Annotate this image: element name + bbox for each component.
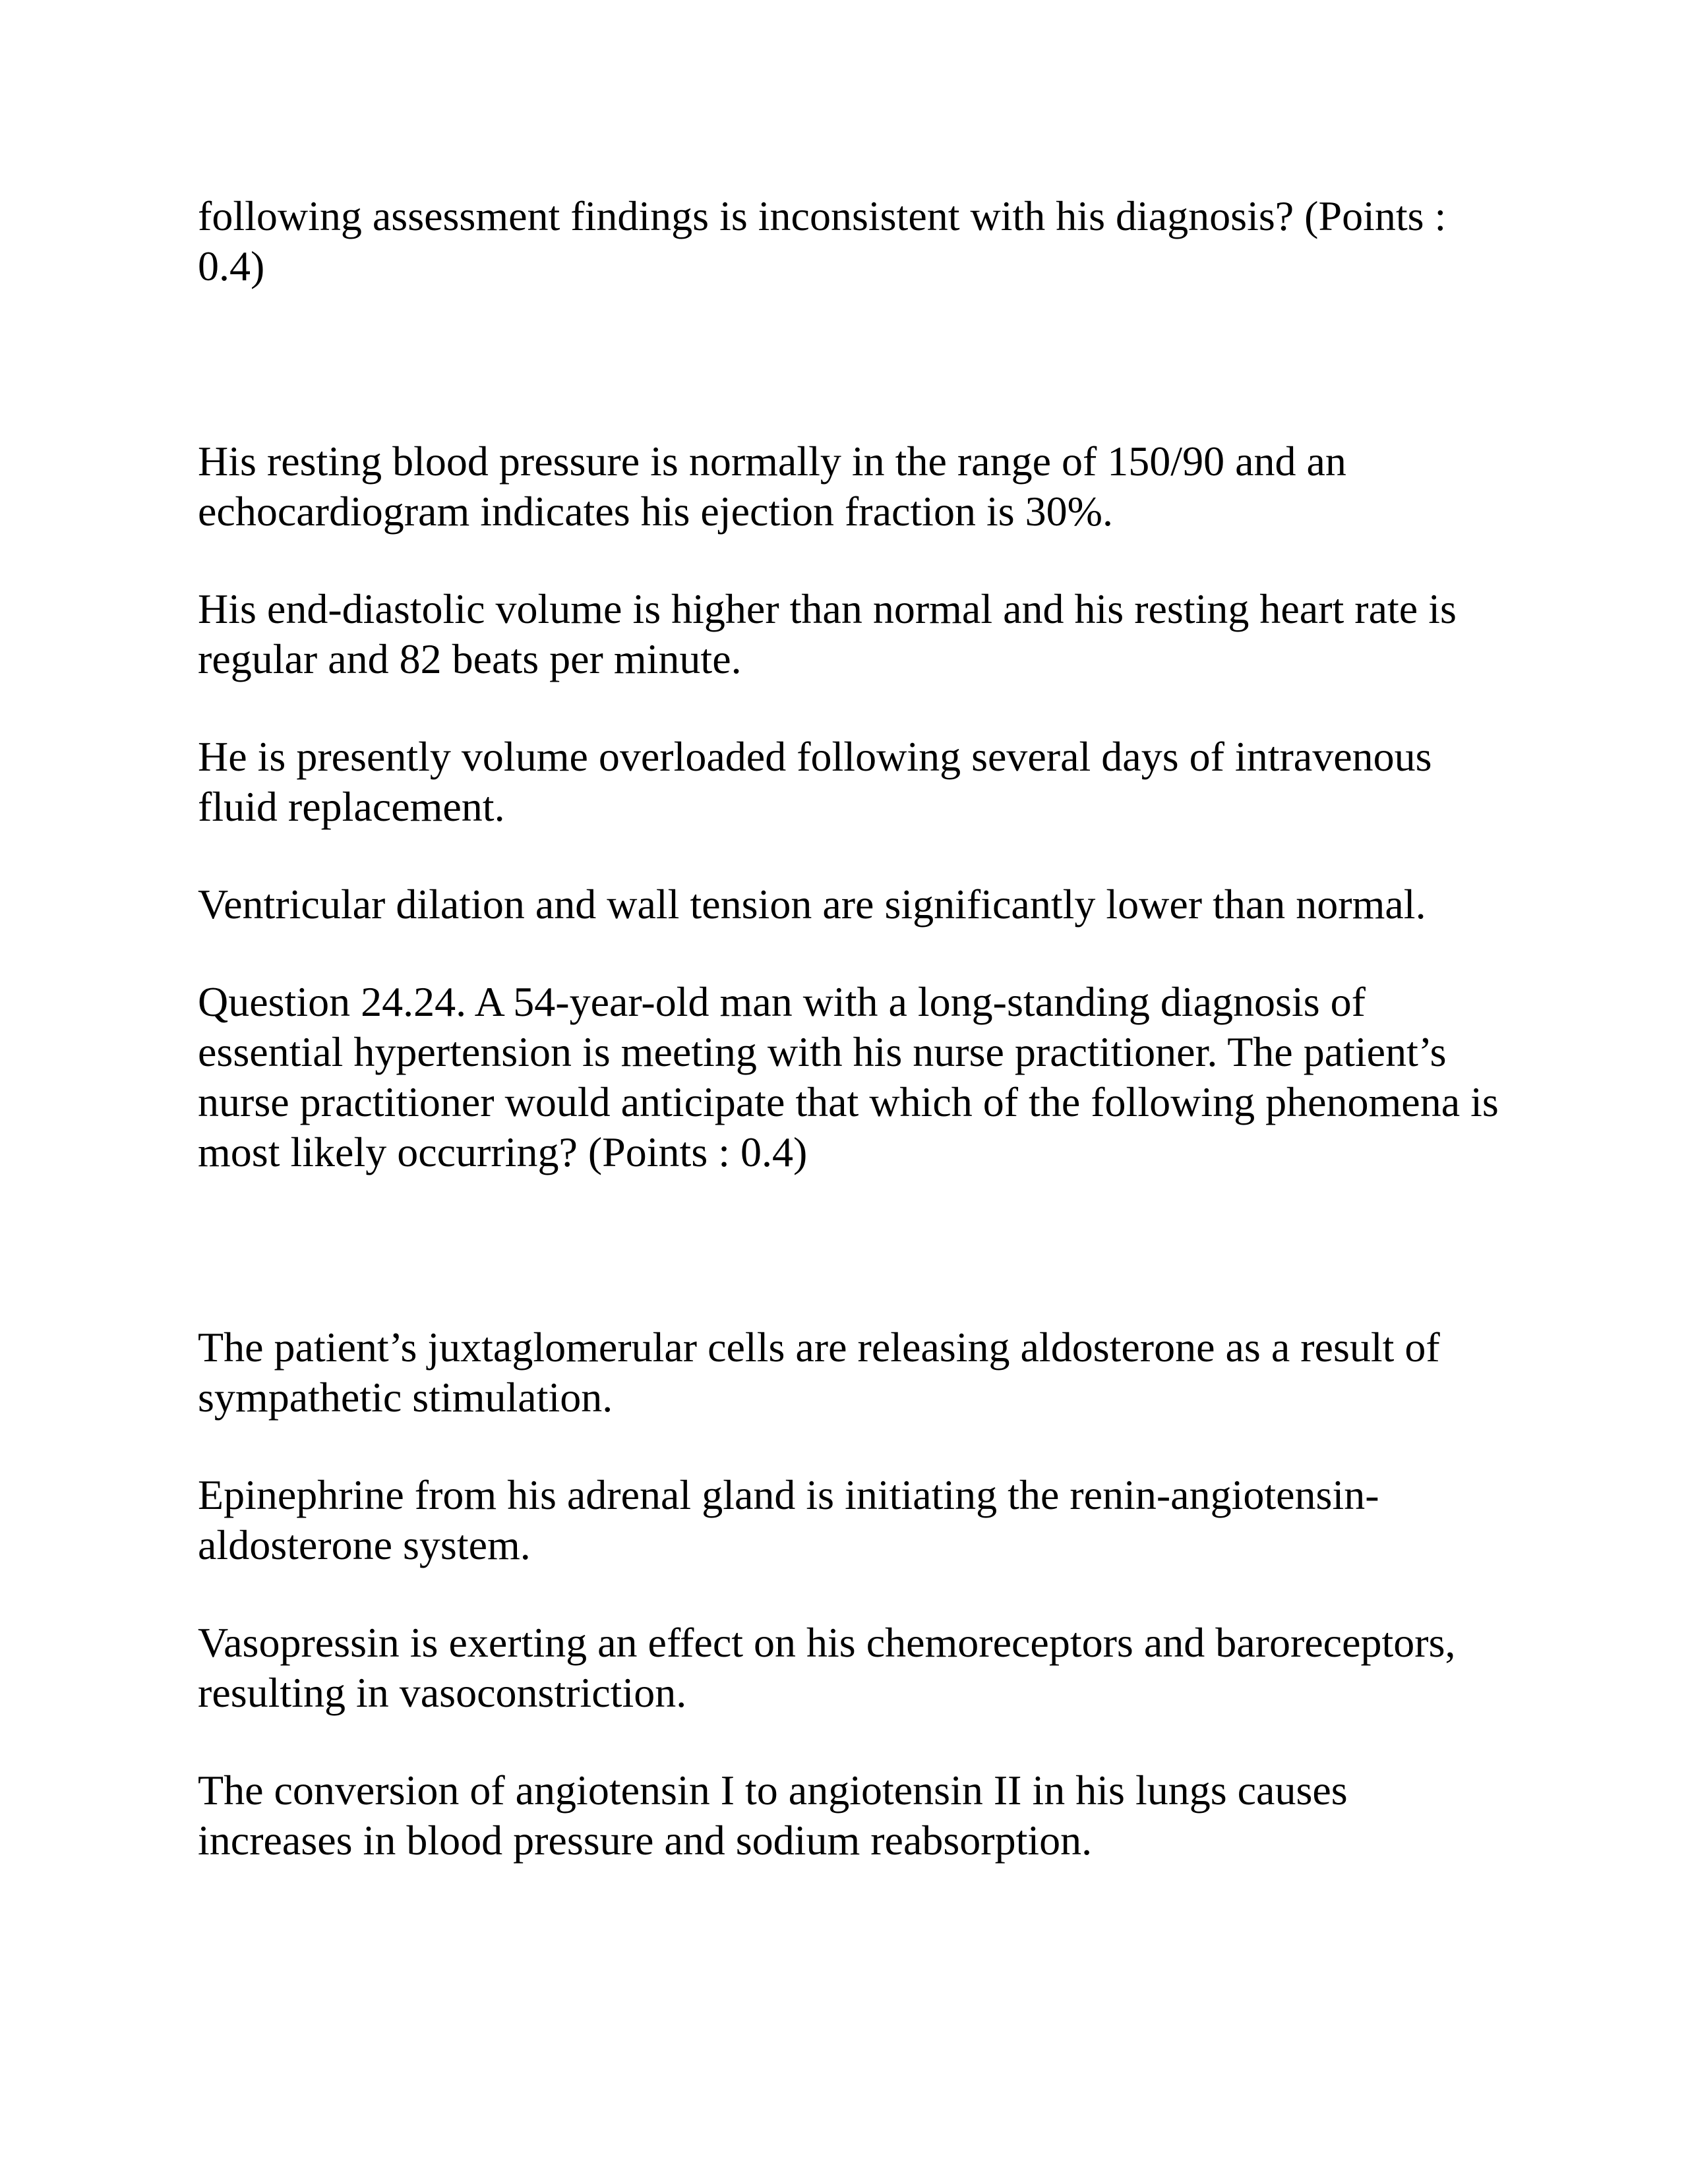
answer-choice-4: The conversion of angiotensin I to angiotensin II in his lungs causes increases in blood pressure and sodium reabsorption. — [198, 1767, 1348, 1864]
answer-choice-1: The patient’s juxtaglomerular cells are releasing aldosterone as a result of sympathetic stimulation. — [198, 1324, 1440, 1421]
answer-choice-1: His resting blood pressure is normally in the range of 150/90 and an echocardiogram indicates his ejection fraction is 30%. — [198, 438, 1346, 535]
answer-choice-4: Ventricular dilation and wall tension are significantly lower than normal. — [198, 881, 1426, 928]
answer-choice-2: His end-diastolic volume is higher than normal and his resting heart rate is regular and 82 beats per minute. — [198, 585, 1457, 682]
answer-choice-3: Vasopressin is exerting an effect on his chemoreceptors and baroreceptors, resulting in vasoconstriction. — [198, 1619, 1456, 1716]
question-24-24-stem: Question 24.24. A 54-year-old man with a long-standing diagnosis of essential hypertension is meeting with his nurse practitioner. The patient’s nurse practitioner would anticipate that which of the following phenomena is most likely occurring? (Points : 0.4) — [198, 978, 1499, 1175]
document-body — [198, 191, 1503, 1866]
answer-choice-2: Epinephrine from his adrenal gland is initiating the renin-angiotensin-aldosterone system. — [198, 1471, 1379, 1568]
answer-choice-3: He is presently volume overloaded following several days of intravenous fluid replacement. — [198, 733, 1432, 830]
question-stem-tail: following assessment findings is inconsistent with his diagnosis? (Points : 0.4) — [198, 192, 1447, 289]
